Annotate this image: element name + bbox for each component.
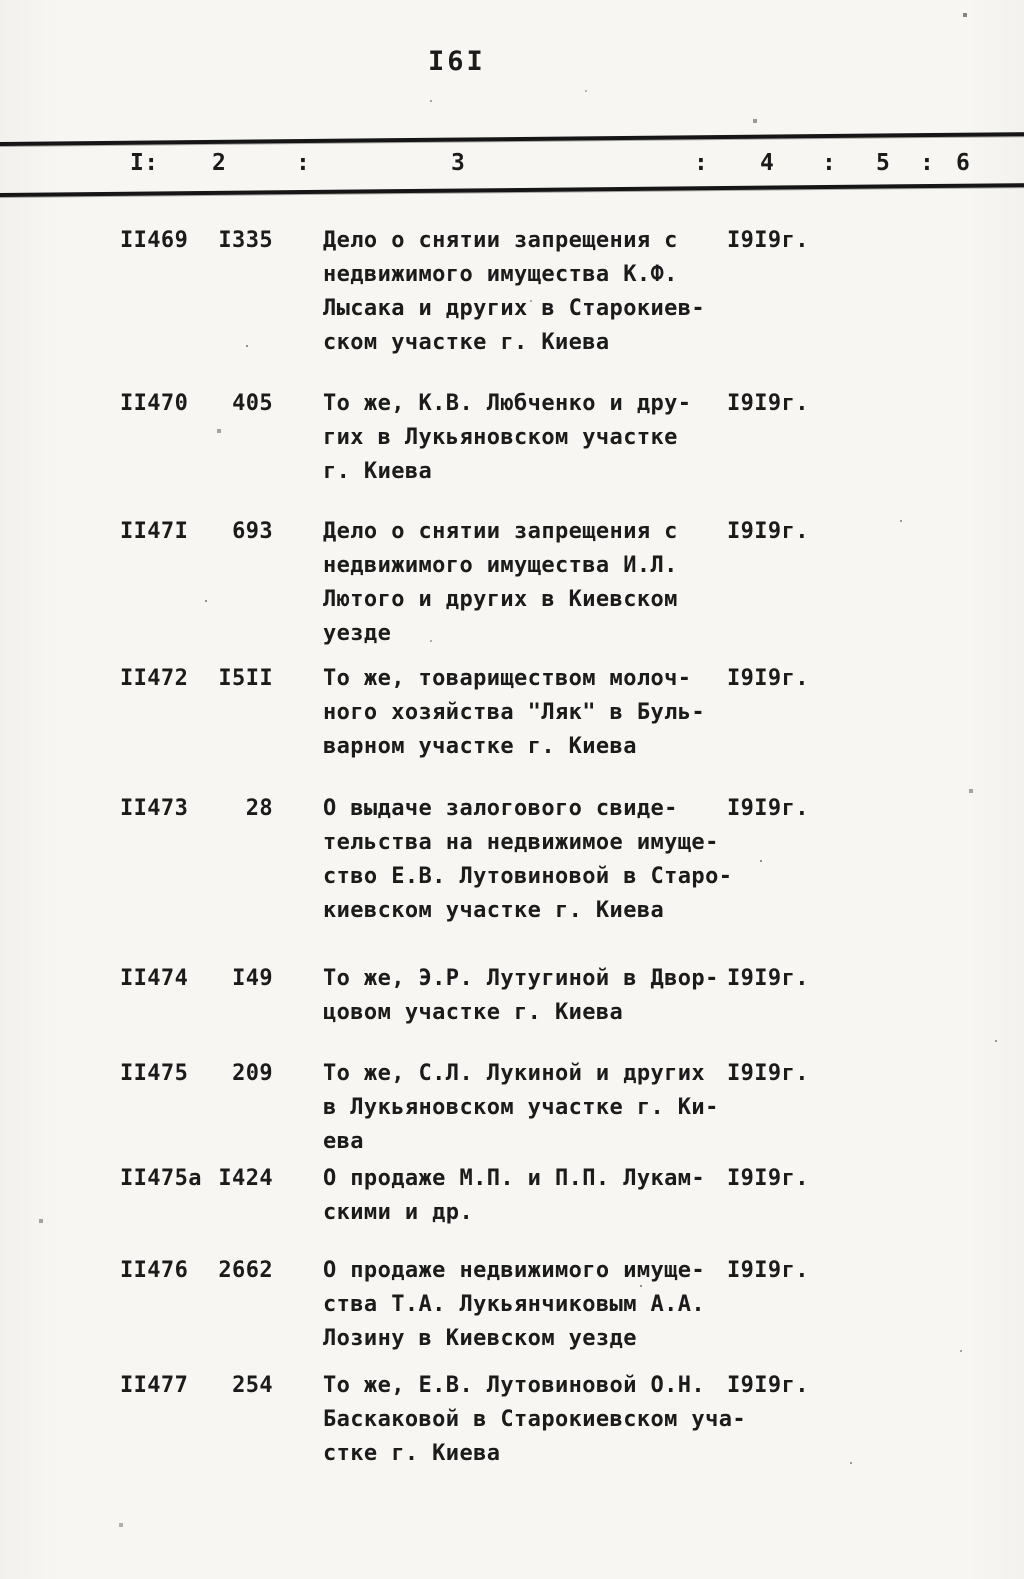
description-line: Лозину в Киевском уезде: [323, 1326, 637, 1351]
description-line: То же, К.В. Любченко и дру-: [323, 391, 692, 416]
entry-year: I9I9г.: [727, 1166, 809, 1191]
description-line: То же, С.Л. Лукиной и других: [323, 1061, 706, 1086]
entry-description: [273, 224, 713, 360]
description-line: варном участке г. Киева: [323, 734, 637, 759]
entry-description: [273, 1057, 719, 1159]
description-line: уезде: [323, 621, 392, 646]
table-row: [120, 1057, 1024, 1159]
table-header-cell: I:: [130, 150, 159, 176]
entry-year: I9I9г.: [727, 966, 809, 991]
description-line: Лютого и других в Киевском: [323, 587, 678, 612]
description-line: гих в Лукьяновском участке: [323, 425, 678, 450]
description-line: Баскаковой в Старокиевском уча-: [323, 1407, 746, 1432]
entry-doc-count: 693: [232, 519, 273, 544]
table-row: [120, 792, 1024, 928]
entry-year: I9I9г.: [727, 228, 809, 253]
description-line: ного хозяйства "Ляк" в Буль-: [323, 700, 706, 725]
table-header-cell: 4: [760, 150, 775, 176]
description-line: г. Киева: [323, 459, 433, 484]
entry-doc-count: 254: [232, 1373, 273, 1398]
table-header-cell: 2: [212, 150, 227, 176]
entry-number: II474: [120, 966, 189, 991]
entry-description: [273, 962, 719, 1030]
description-line: То же, Е.В. Лутовиновой О.Н.: [323, 1373, 706, 1398]
table-header-row: [0, 150, 1024, 186]
table-header-cell: :: [822, 150, 837, 176]
description-line: ева: [323, 1129, 364, 1154]
entry-number: II47I: [120, 519, 189, 544]
table-row: [120, 962, 1024, 1030]
description-line: недвижимого имущества И.Л.: [323, 553, 678, 578]
entry-year: I9I9г.: [727, 1061, 809, 1086]
entry-doc-count: I335: [218, 228, 273, 253]
description-line: стке г. Киева: [323, 1441, 501, 1466]
description-line: О продаже М.П. и П.П. Лукам-: [323, 1166, 706, 1191]
description-line: Дело о снятии запрещения с: [323, 519, 678, 544]
entry-doc-count: 405: [232, 391, 273, 416]
table-row: [120, 1162, 1024, 1230]
entry-description: [273, 1369, 746, 1471]
description-line: То же, товариществом молоч-: [323, 666, 692, 691]
description-line: О выдаче залогового свиде-: [323, 796, 678, 821]
entry-year: I9I9г.: [727, 391, 809, 416]
entry-year: I9I9г.: [727, 1258, 809, 1283]
description-line: киевском участке г. Киева: [323, 898, 665, 923]
description-line: недвижимого имущества К.Ф.: [323, 262, 678, 287]
table-header-cell: 5: [876, 150, 891, 176]
entry-description: [273, 1162, 713, 1230]
entry-number: II475: [120, 1061, 189, 1086]
entry-number: II475а: [120, 1166, 202, 1191]
table-header-cell: :: [296, 150, 311, 176]
description-line: скими и др.: [323, 1200, 474, 1225]
description-line: ства Т.А. Лукьянчиковым А.А.: [323, 1292, 706, 1317]
entry-number: II473: [120, 796, 189, 821]
table-body: [0, 200, 1024, 1471]
entry-description: [273, 792, 733, 928]
entry-year: I9I9г.: [727, 796, 809, 821]
entry-description: [273, 1254, 713, 1356]
description-line: в Лукьяновском участке г. Ки-: [323, 1095, 719, 1120]
table-header-cell: 6: [956, 150, 971, 176]
table-row: [120, 224, 1024, 360]
entry-doc-count: I49: [232, 966, 273, 991]
entry-year: I9I9г.: [727, 666, 809, 691]
entry-description: [273, 515, 713, 651]
scan-speckles: [0, 0, 2, 2]
description-line: цовом участке г. Киева: [323, 1000, 624, 1025]
entry-number: II469: [120, 228, 189, 253]
table-header-cell: 3: [451, 150, 466, 176]
entry-description: [273, 387, 713, 489]
entry-doc-count: I5II: [218, 666, 273, 691]
entry-doc-count: 2662: [218, 1258, 273, 1283]
entry-year: I9I9г.: [727, 1373, 809, 1398]
table-row: [120, 387, 1024, 489]
page-number: I6I: [428, 46, 486, 77]
table-row: [120, 662, 1024, 764]
table-row: [120, 515, 1024, 651]
description-line: ском участке г. Киева: [323, 330, 610, 355]
table-top-rule: [0, 132, 1024, 146]
description-line: ство Е.В. Лутовиновой в Старо-: [323, 864, 733, 889]
entry-description: [273, 662, 713, 764]
entry-number: II476: [120, 1258, 189, 1283]
entry-number: II470: [120, 391, 189, 416]
entry-doc-count: 209: [232, 1061, 273, 1086]
table-row: [120, 1369, 1024, 1471]
table-row: [120, 1254, 1024, 1356]
description-line: Лысака и других в Старокиев-: [323, 296, 706, 321]
table-header-cell: :: [694, 150, 709, 176]
description-line: тельства на недвижимое имуще-: [323, 830, 719, 855]
entry-year: I9I9г.: [727, 519, 809, 544]
entry-number: II477: [120, 1373, 189, 1398]
entry-doc-count: 28: [245, 796, 273, 821]
entry-number: II472: [120, 666, 189, 691]
entry-doc-count: I424: [218, 1166, 273, 1191]
table-header-cell: :: [920, 150, 935, 176]
description-line: То же, Э.Р. Лутугиной в Двор-: [323, 966, 719, 991]
description-line: О продаже недвижимого имуще-: [323, 1258, 706, 1283]
description-line: Дело о снятии запрещения с: [323, 228, 678, 253]
